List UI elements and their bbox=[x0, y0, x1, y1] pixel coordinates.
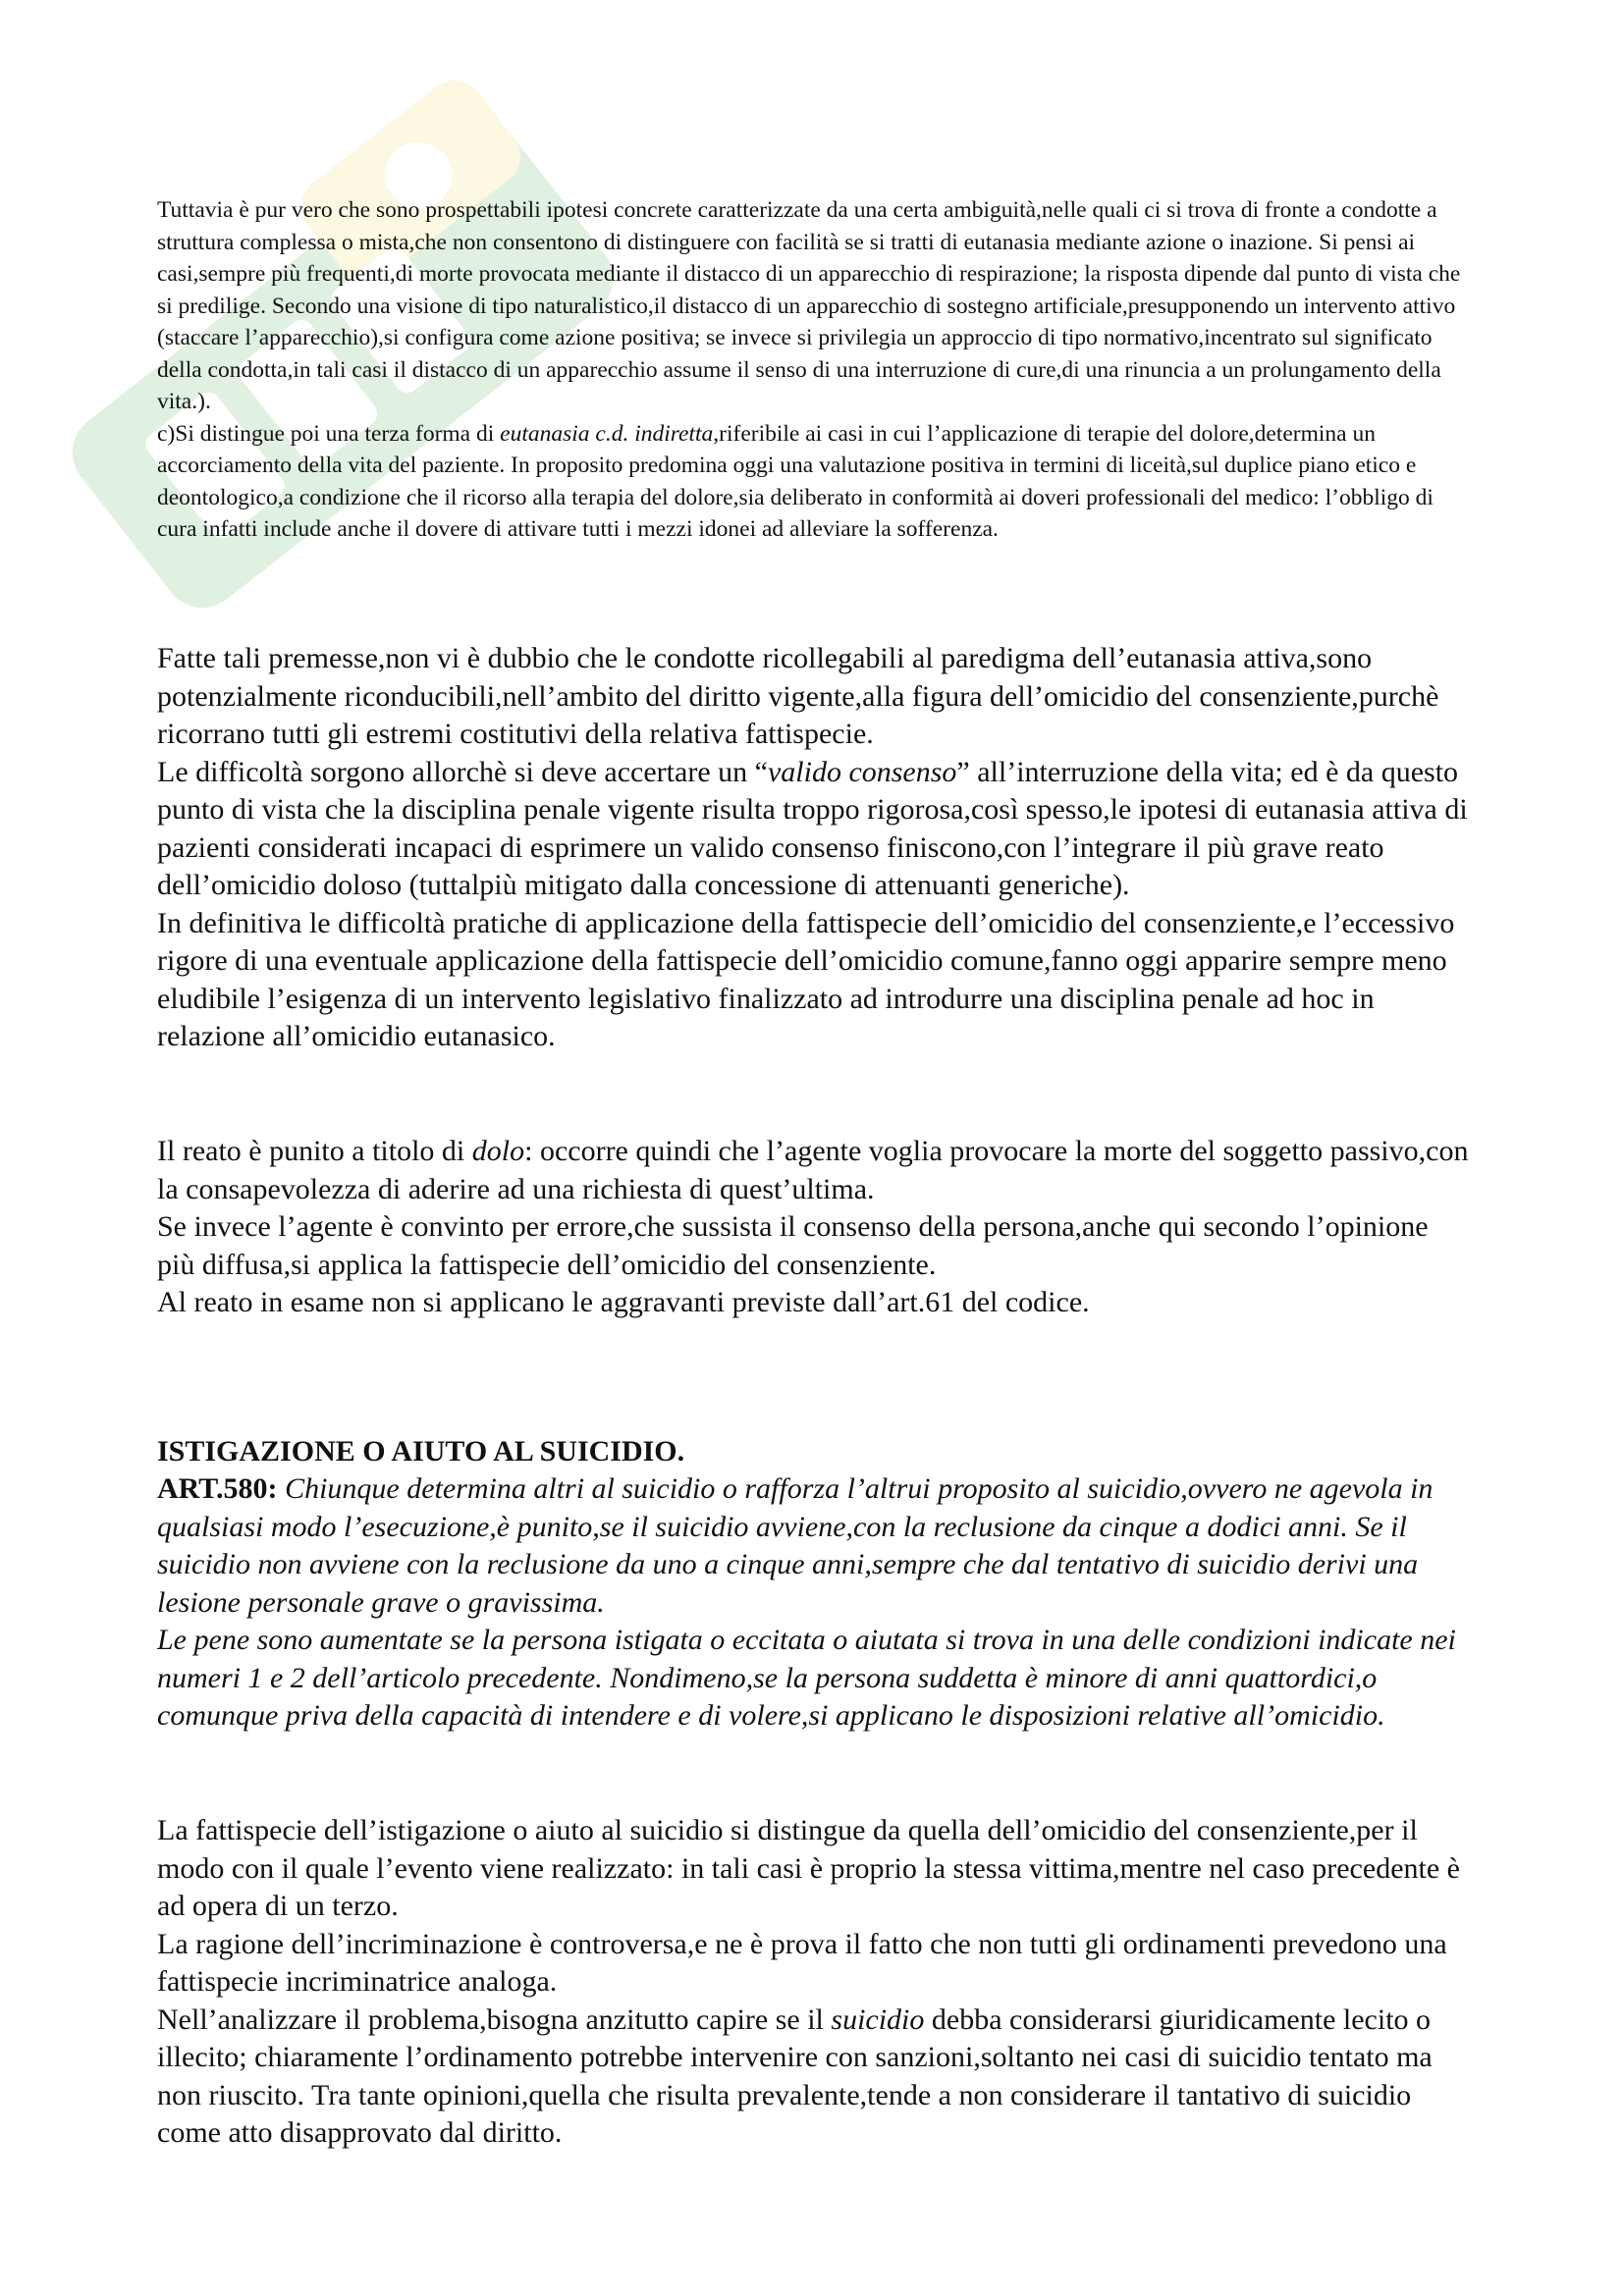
dolo-1-text-a: Il reato è punito a titolo di bbox=[157, 1135, 472, 1167]
article-text-2: Le pene sono aumentate se la persona istigata o eccitata o aiutata si trova in una delle condizioni indicate nei numeri 1 e 2 dell’articolo precedente. Nondimeno,se la persona suddetta è minore di anni quattordici,o comunque priva della capacità di intendere e di volere,si applicano le disposizioni relative all’omicidio. bbox=[157, 1624, 1456, 1732]
premise-paragraph-3: In definitiva le difficoltà pratiche di applicazione della fattispecie dell’omicidio del consenziente,e l’eccessivo rigore di una eventuale applicazione della fattispecie dell’omicidio comune,fanno oggi apparire sempre meno eludibile l’esigenza di un intervento legislativo finalizzato ad introdurre una disciplina penale ad hoc in relazione all’omicidio eutanasico. bbox=[157, 906, 1455, 1052]
commentary-section bbox=[157, 1812, 1473, 2153]
dolo-paragraph-3: Al reato in esame non si applicano le aggravanti previste dall’art.61 del codice. bbox=[157, 1286, 1090, 1318]
article-paragraph-2 bbox=[157, 1622, 1473, 1735]
dolo-section bbox=[157, 1133, 1473, 1322]
comment-3-text-a: Nell’analizzare il problema,bisogna anzitutto capire se il bbox=[157, 2002, 832, 2036]
indirect-term: eutanasia c.d. indiretta bbox=[500, 420, 714, 447]
premises-section bbox=[157, 640, 1473, 1056]
indirect-prefix: c)Si distingue poi una terza forma di bbox=[157, 420, 501, 447]
comment-3-text-b: debba considerarsi giuridicamente lecito o illecito; chiaramente l’ordinamento potrebbe intervenire con sanzioni,soltanto nei casi di suicidio tentato ma non riuscito. Tra tante opinioni,quella che risulta prevalente,tende a non considerare il tantativo di suicidio come atto disapprovato dal diritto. bbox=[157, 2002, 1433, 2149]
intro-section bbox=[157, 194, 1473, 546]
dolo-1-text-b: : occorre quindi che l’agente voglia provocare la morte del soggetto passivo,con la consapevolezza di aderire ad una richiesta di quest’ultima. bbox=[157, 1135, 1469, 1205]
dolo-1-emphasis: dolo bbox=[471, 1135, 525, 1167]
premise-paragraph-1: Fatte tali premesse,non vi è dubbio che le condotte ricollegabili al paredigma dell’eutanasia attiva,sono potenzialmente riconducibili,nell’ambito del diritto vigente,alla figura dell’omicidio del consenziente,purchè ricorrano tutti gli estremi costitutivi della relativa fattispecie. bbox=[157, 642, 1439, 750]
indirect-euthanasia-paragraph bbox=[157, 418, 1473, 546]
premise-paragraph-2 bbox=[157, 754, 1473, 905]
commentary-paragraph-3 bbox=[157, 2002, 1473, 2153]
premise-2-emphasis: valido consenso bbox=[767, 755, 957, 788]
indirect-rest: ,riferibile ai casi in cui l’applicazione di terapie del dolore,determina un accorciamento della vita del paziente. In proposito predomina oggi una valutazione positiva in termini di liceità,sul duplice piano etico e deontologico,a condizione che il ricorso alla terapia del dolore,sia deliberato in conformità ai doveri professionali del medico: l’obbligo di cura infatti include anche il dovere di attivare tutti i mezzi idonei ad alleviare la sofferenza. bbox=[157, 420, 1434, 542]
article-paragraph-1 bbox=[157, 1470, 1473, 1622]
article-label: ART.580: bbox=[157, 1472, 278, 1505]
article-580-section bbox=[157, 1433, 1473, 1735]
commentary-paragraph-1: La fattispecie dell’istigazione o aiuto al suicidio si distingue da quella dell’omicidio del consenziente,per il modo con il quale l’evento viene realizzato: in tali casi è proprio la stessa vittima,mentre nel caso precedente è ad opera di un terzo. bbox=[157, 1814, 1460, 1922]
section-heading: ISTIGAZIONE O AIUTO AL SUICIDIO. bbox=[157, 1435, 685, 1468]
intro-paragraph: Tuttavia è pur vero che sono prospettabili ipotesi concrete caratterizzate da una certa ambiguità,nelle quali ci si trova di fronte a condotte a struttura complessa o mista,che non consentono di distinguere con facilità se si tratti di eutanasia mediante azione o inazione. Si pensi ai casi,sempre più frequenti,di morte provocata mediante il distacco di un apparecchio di respirazione; la risposta dipende dal punto di vista che si predilige. Secondo una visione di tipo naturalistico,il distacco di un apparecchio di sostegno artificiale,presupponendo un intervento attivo (staccare l’apparecchio),si configura come azione positiva; se invece si privilegia un approccio di tipo normativo,incentrato sul significato della condotta,in tali casi il distacco di un apparecchio assume il senso di una interruzione di cure,di una rinuncia a un prolungamento della vita.). bbox=[157, 197, 1461, 414]
dolo-paragraph-2: Se invece l’agente è convinto per errore,che sussista il consenso della persona,anche qui secondo l’opinione più diffusa,si applica la fattispecie dell’omicidio del consenziente. bbox=[157, 1210, 1429, 1281]
premise-2-text-b: ” all’interruzione della vita; ed è da questo punto di vista che la disciplina penale vigente risulta troppo rigorosa,così spesso,le ipotesi di eutanasia attiva di pazienti considerati incapaci di esprimere un valido consenso finiscono,con l’integrare il più grave reato dell’omicidio doloso (tuttalpiù mitigato dalla concessione di attenuanti generiche). bbox=[157, 755, 1468, 901]
commentary-paragraph-2: La ragione dell’incriminazione è controversa,e ne è prova il fatto che non tutti gli ordinamenti prevedono una fattispecie incriminatrice analoga. bbox=[157, 1927, 1447, 1998]
premise-2-text-a: Le difficoltà sorgono allorchè si deve accertare un “ bbox=[157, 755, 768, 788]
dolo-paragraph-1 bbox=[157, 1133, 1473, 1208]
article-text-1: Chiunque determina altri al suicidio o rafforza l’altrui proposito al suicidio,ovvero ne agevola in qualsiasi modo l’esecuzione,è punito,se il suicidio avviene,con la reclusione da cinque a dodici anni. Se il suicidio non avviene con la reclusione da uno a cinque anni,sempre che dal tentativo di suicidio derivi una lesione personale grave o gravissima. bbox=[157, 1472, 1434, 1619]
comment-3-emphasis: suicidio bbox=[831, 2002, 925, 2036]
